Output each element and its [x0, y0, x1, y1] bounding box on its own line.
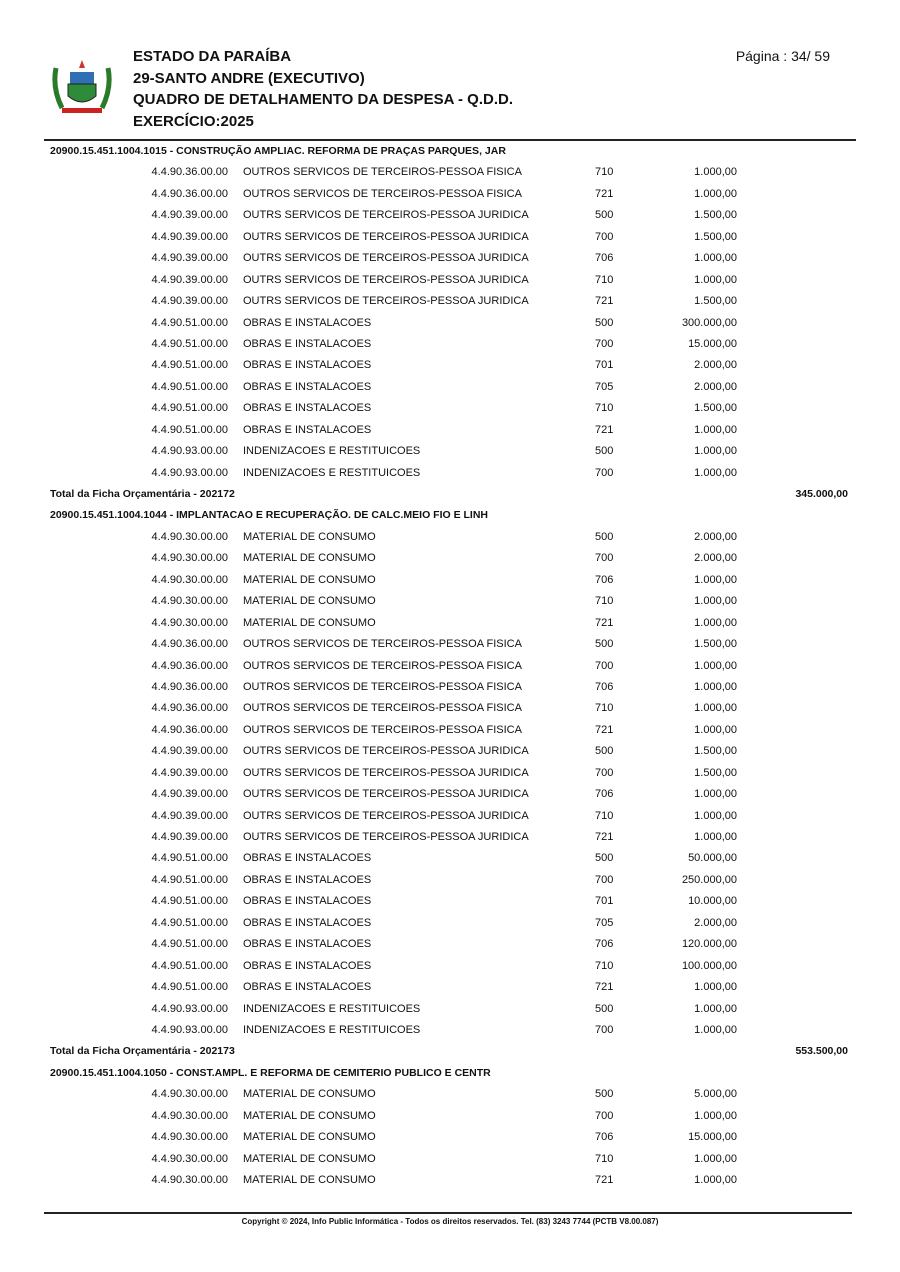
resource-source: 721: [595, 723, 614, 736]
table-row: [50, 999, 850, 1020]
expense-description: OBRAS E INSTALACOES: [243, 938, 372, 951]
table-row: [50, 698, 850, 719]
table-row: [50, 463, 850, 484]
expense-description: INDENIZACOES E RESTITUICOES: [243, 466, 421, 479]
table-row: [50, 677, 850, 698]
resource-source: 710: [595, 273, 614, 286]
expense-description: OBRAS E INSTALACOES: [243, 402, 372, 415]
resource-source: 721: [595, 423, 614, 436]
expense-description: OBRAS E INSTALACOES: [243, 981, 372, 994]
amount: 5.000,00: [694, 1088, 737, 1101]
amount: 1.000,00: [694, 616, 737, 629]
expense-code: 4.4.90.93.00.00: [151, 1002, 228, 1015]
expense-description: OUTROS SERVICOS DE TERCEIROS-PESSOA FISICA: [243, 659, 522, 672]
amount: 1.000,00: [694, 445, 737, 458]
resource-source: 500: [595, 209, 614, 222]
amount: 300.000,00: [681, 316, 737, 329]
resource-source: 700: [595, 1109, 614, 1122]
table-row: [50, 613, 850, 634]
table-row: [50, 398, 850, 419]
expense-code: 4.4.90.30.00.00: [151, 616, 228, 629]
expense-description: OUTRS SERVICOS DE TERCEIROS-PESSOA JURIDICA: [243, 252, 529, 265]
amount: 50.000,00: [688, 852, 737, 865]
footer-divider: [44, 1212, 852, 1214]
expense-description: OBRAS E INSTALACOES: [243, 852, 372, 865]
expense-code: 4.4.90.39.00.00: [151, 273, 228, 286]
expense-description: MATERIAL DE CONSUMO: [243, 530, 376, 543]
expense-description: OBRAS E INSTALACOES: [243, 959, 372, 972]
table-row: [50, 441, 850, 462]
expense-code: 4.4.90.39.00.00: [151, 209, 228, 222]
expense-description: OUTROS SERVICOS DE TERCEIROS-PESSOA FISICA: [243, 166, 522, 179]
resource-source: 721: [595, 616, 614, 629]
amount: 10.000,00: [688, 895, 737, 908]
resource-source: 700: [595, 466, 614, 479]
table-row: [50, 891, 850, 912]
table-row: [50, 591, 850, 612]
expense-code: 4.4.90.39.00.00: [151, 831, 228, 843]
expense-description: INDENIZACOES E RESTITUICOES: [243, 445, 421, 458]
resource-source: 500: [595, 852, 614, 865]
expense-code: 4.4.90.39.00.00: [151, 230, 228, 243]
amount: 250.000,00: [681, 873, 737, 886]
table-row: [50, 570, 850, 591]
amount: 1.000,00: [694, 680, 737, 693]
expense-code: 4.4.90.51.00.00: [151, 359, 228, 372]
table-row: [50, 184, 850, 205]
resource-source: 710: [595, 1152, 614, 1165]
expense-code: 4.4.90.30.00.00: [151, 1088, 228, 1101]
expense-description: OUTROS SERVICOS DE TERCEIROS-PESSOA FISICA: [243, 638, 522, 651]
total-value: 553.500,00: [795, 1045, 848, 1058]
total-label: Total da Ficha Orçamentária - 202172: [50, 488, 235, 500]
resource-source: 500: [595, 745, 614, 758]
table-row: [50, 162, 850, 183]
expense-code: 4.4.90.51.00.00: [151, 337, 228, 350]
section-total: [50, 1041, 850, 1062]
expense-detail-list: [50, 141, 850, 1191]
amount: 1.000,00: [694, 466, 737, 479]
resource-source: 721: [595, 187, 614, 200]
table-row: [50, 248, 850, 269]
expense-code: 4.4.90.51.00.00: [151, 895, 228, 908]
amount: 1.000,00: [694, 166, 737, 179]
amount: 1.000,00: [694, 702, 737, 715]
expense-code: 4.4.90.30.00.00: [151, 1174, 228, 1186]
expense-description: OUTRS SERVICOS DE TERCEIROS-PESSOA JURIDICA: [243, 209, 529, 222]
expense-code: 4.4.90.93.00.00: [151, 445, 228, 458]
resource-source: 700: [595, 659, 614, 672]
expense-description: MATERIAL DE CONSUMO: [243, 595, 376, 608]
expense-code: 4.4.90.51.00.00: [151, 873, 228, 886]
expense-code: 4.4.90.51.00.00: [151, 959, 228, 972]
expense-code: 4.4.90.39.00.00: [151, 295, 228, 308]
amount: 2.000,00: [694, 380, 737, 393]
expense-code: 4.4.90.51.00.00: [151, 316, 228, 329]
table-row: [50, 827, 850, 848]
expense-description: OBRAS E INSTALACOES: [243, 359, 372, 372]
resource-source: 500: [595, 316, 614, 329]
table-row: [50, 870, 850, 891]
section-title: 20900.15.451.1004.1015 - CONSTRUÇÃO AMPLIAC. REFORMA DE PRAÇAS PARQUES, JAR: [50, 145, 506, 157]
expense-description: MATERIAL DE CONSUMO: [243, 1088, 376, 1101]
expense-code: 4.4.90.30.00.00: [151, 573, 228, 586]
expense-code: 4.4.90.36.00.00: [151, 702, 228, 715]
expense-code: 4.4.90.30.00.00: [151, 530, 228, 543]
amount: 1.500,00: [694, 745, 737, 758]
expense-description: INDENIZACOES E RESTITUICOES: [243, 1002, 421, 1015]
amount: 1.000,00: [694, 1109, 737, 1122]
section-title: 20900.15.451.1004.1044 - IMPLANTACAO E RECUPERAÇÃO. DE CALC.MEIO FIO E LINH: [50, 509, 489, 522]
amount: 1.000,00: [694, 1002, 737, 1015]
total-label: Total da Ficha Orçamentária - 202173: [50, 1045, 235, 1058]
expense-code: 4.4.90.30.00.00: [151, 1152, 228, 1165]
expense-code: 4.4.90.39.00.00: [151, 788, 228, 801]
amount: 120.000,00: [681, 938, 737, 951]
table-row: [50, 634, 850, 655]
expense-description: OUTRS SERVICOS DE TERCEIROS-PESSOA JURIDICA: [243, 809, 529, 822]
expense-description: OUTRS SERVICOS DE TERCEIROS-PESSOA JURIDICA: [243, 273, 529, 286]
resource-source: 710: [595, 595, 614, 608]
expense-code: 4.4.90.36.00.00: [151, 723, 228, 736]
expense-description: OBRAS E INSTALACOES: [243, 916, 372, 929]
expense-description: OUTROS SERVICOS DE TERCEIROS-PESSOA FISICA: [243, 702, 522, 715]
resource-source: 710: [595, 959, 614, 972]
table-row: [50, 741, 850, 762]
amount: 1.500,00: [694, 209, 737, 222]
table-row: [50, 956, 850, 977]
resource-source: 721: [595, 831, 614, 843]
amount: 1.000,00: [694, 423, 737, 436]
expense-description: MATERIAL DE CONSUMO: [243, 616, 376, 629]
expense-description: OUTRS SERVICOS DE TERCEIROS-PESSOA JURIDICA: [243, 230, 529, 243]
table-row: [50, 1127, 850, 1148]
resource-source: 700: [595, 230, 614, 243]
state-name: ESTADO DA PARAÍBA: [133, 48, 292, 65]
resource-source: 700: [595, 552, 614, 565]
expense-code: 4.4.90.39.00.00: [151, 252, 228, 265]
expense-description: MATERIAL DE CONSUMO: [243, 1174, 376, 1186]
fiscal-year: EXERCÍCIO:2025: [133, 112, 254, 130]
expense-code: 4.4.90.30.00.00: [151, 1109, 228, 1122]
expense-code: 4.4.90.51.00.00: [151, 981, 228, 994]
expense-code: 4.4.90.36.00.00: [151, 638, 228, 651]
resource-source: 701: [595, 359, 614, 372]
resource-source: 705: [595, 380, 614, 393]
expense-description: MATERIAL DE CONSUMO: [243, 1152, 376, 1165]
resource-source: 700: [595, 1023, 614, 1036]
table-row: [50, 763, 850, 784]
expense-code: 4.4.90.36.00.00: [151, 166, 228, 179]
expense-code: 4.4.90.36.00.00: [151, 680, 228, 693]
amount: 1.500,00: [694, 402, 737, 415]
table-row: [50, 205, 850, 226]
amount: 1.000,00: [694, 573, 737, 586]
amount: 100.000,00: [681, 959, 737, 972]
expense-code: 4.4.90.51.00.00: [151, 423, 228, 436]
table-row: [50, 270, 850, 291]
resource-source: 706: [595, 1131, 614, 1144]
resource-source: 710: [595, 166, 614, 179]
expense-code: 4.4.90.30.00.00: [151, 1131, 228, 1144]
amount: 1.000,00: [694, 981, 737, 994]
resource-source: 500: [595, 530, 614, 543]
table-row: [50, 527, 850, 548]
total-value: 345.000,00: [795, 488, 848, 500]
expense-description: OBRAS E INSTALACOES: [243, 423, 372, 436]
expense-description: OBRAS E INSTALACOES: [243, 873, 372, 886]
table-row: [50, 227, 850, 248]
table-row: [50, 1020, 850, 1041]
table-row: [50, 420, 850, 441]
expense-description: OUTRS SERVICOS DE TERCEIROS-PESSOA JURIDICA: [243, 788, 529, 801]
expense-code: 4.4.90.51.00.00: [151, 938, 228, 951]
table-row: [50, 355, 850, 376]
state-coat-of-arms-logo: [50, 58, 114, 118]
expense-code: 4.4.90.30.00.00: [151, 552, 228, 565]
entity-name: 29-SANTO ANDRE (EXECUTIVO): [133, 69, 365, 87]
expense-code: 4.4.90.51.00.00: [151, 852, 228, 865]
table-row: [50, 377, 850, 398]
resource-source: 706: [595, 938, 614, 951]
expense-code: 4.4.90.51.00.00: [151, 916, 228, 929]
expense-description: MATERIAL DE CONSUMO: [243, 1131, 376, 1144]
resource-source: 706: [595, 252, 614, 265]
expense-code: 4.4.90.36.00.00: [151, 187, 228, 200]
copyright-footer: Copyright © 2024, Info Public Informática - Todos os direitos reservados. Tel. (83) 3243 7744 (PCTB V8.00.087): [241, 1217, 659, 1226]
resource-source: 500: [595, 1002, 614, 1015]
expense-description: MATERIAL DE CONSUMO: [243, 552, 376, 565]
resource-source: 700: [595, 766, 614, 779]
expense-description: MATERIAL DE CONSUMO: [243, 1109, 376, 1122]
expense-description: OUTRS SERVICOS DE TERCEIROS-PESSOA JURIDICA: [243, 766, 529, 779]
table-row: [50, 334, 850, 355]
table-row: [50, 1149, 850, 1170]
resource-source: 706: [595, 680, 614, 693]
expense-description: OUTRS SERVICOS DE TERCEIROS-PESSOA JURIDICA: [243, 745, 529, 758]
resource-source: 710: [595, 809, 614, 822]
resource-source: 706: [595, 788, 614, 801]
expense-code: 4.4.90.51.00.00: [151, 380, 228, 393]
section-title: 20900.15.451.1004.1050 - CONST.AMPL. E REFORMA DE CEMITERIO PUBLICO E CENTR: [50, 1066, 491, 1079]
expense-description: OBRAS E INSTALACOES: [243, 316, 372, 329]
table-row: [50, 784, 850, 805]
expense-code: 4.4.90.30.00.00: [151, 595, 228, 608]
table-row: [50, 291, 850, 312]
amount: 1.000,00: [694, 252, 737, 265]
table-row: [50, 548, 850, 569]
resource-source: 500: [595, 638, 614, 651]
resource-source: 701: [595, 895, 614, 908]
amount: 1.000,00: [694, 831, 737, 843]
expense-description: OUTROS SERVICOS DE TERCEIROS-PESSOA FISICA: [243, 723, 522, 736]
expense-description: MATERIAL DE CONSUMO: [243, 573, 376, 586]
page-number: Página : 34/ 59: [735, 48, 830, 64]
resource-source: 500: [595, 445, 614, 458]
table-row: [50, 313, 850, 334]
resource-source: 700: [595, 873, 614, 886]
table-row: [50, 934, 850, 955]
expense-description: OUTRS SERVICOS DE TERCEIROS-PESSOA JURIDICA: [243, 831, 529, 843]
table-row: [50, 1170, 850, 1191]
amount: 1.000,00: [694, 1174, 737, 1186]
amount: 1.000,00: [694, 723, 737, 736]
resource-source: 700: [595, 337, 614, 350]
amount: 2.000,00: [694, 359, 737, 372]
amount: 1.500,00: [694, 766, 737, 779]
expense-description: OUTROS SERVICOS DE TERCEIROS-PESSOA FISICA: [243, 680, 522, 693]
resource-source: 710: [595, 402, 614, 415]
amount: 1.000,00: [694, 273, 737, 286]
resource-source: 706: [595, 573, 614, 586]
section-total: [50, 484, 850, 505]
expense-description: OBRAS E INSTALACOES: [243, 337, 372, 350]
amount: 2.000,00: [694, 552, 737, 565]
expense-description: OUTROS SERVICOS DE TERCEIROS-PESSOA FISICA: [243, 187, 522, 200]
amount: 1.000,00: [694, 1152, 737, 1165]
expense-code: 4.4.90.39.00.00: [151, 766, 228, 779]
expense-code: 4.4.90.93.00.00: [151, 1023, 228, 1036]
amount: 15.000,00: [688, 337, 737, 350]
expense-description: OBRAS E INSTALACOES: [243, 380, 372, 393]
table-row: [50, 848, 850, 869]
expense-description: INDENIZACOES E RESTITUICOES: [243, 1023, 421, 1036]
table-row: [50, 656, 850, 677]
amount: 2.000,00: [694, 916, 737, 929]
table-row: [50, 806, 850, 827]
table-row: [50, 913, 850, 934]
table-row: [50, 977, 850, 998]
resource-source: 721: [595, 981, 614, 994]
expense-code: 4.4.90.36.00.00: [151, 659, 228, 672]
resource-source: 721: [595, 1174, 614, 1186]
resource-source: 500: [595, 1088, 614, 1101]
expense-code: 4.4.90.93.00.00: [151, 466, 228, 479]
amount: 1.000,00: [694, 809, 737, 822]
resource-source: 710: [595, 702, 614, 715]
table-row: [50, 1106, 850, 1127]
expense-code: 4.4.90.39.00.00: [151, 809, 228, 822]
amount: 2.000,00: [694, 530, 737, 543]
resource-source: 705: [595, 916, 614, 929]
amount: 1.000,00: [694, 788, 737, 801]
expense-description: OUTRS SERVICOS DE TERCEIROS-PESSOA JURIDICA: [243, 295, 529, 308]
amount: 1.500,00: [694, 638, 737, 651]
amount: 1.000,00: [694, 1023, 737, 1036]
expense-description: OBRAS E INSTALACOES: [243, 895, 372, 908]
table-row: [50, 1084, 850, 1105]
amount: 1.000,00: [694, 595, 737, 608]
amount: 1.500,00: [694, 230, 737, 243]
amount: 1.500,00: [694, 295, 737, 308]
amount: 15.000,00: [688, 1131, 737, 1144]
table-row: [50, 720, 850, 741]
amount: 1.000,00: [694, 187, 737, 200]
report-title: QUADRO DE DETALHAMENTO DA DESPESA - Q.D.D.: [133, 91, 514, 108]
amount: 1.000,00: [694, 659, 737, 672]
expense-code: 4.4.90.39.00.00: [151, 745, 228, 758]
resource-source: 721: [595, 295, 614, 308]
expense-code: 4.4.90.51.00.00: [151, 402, 228, 415]
